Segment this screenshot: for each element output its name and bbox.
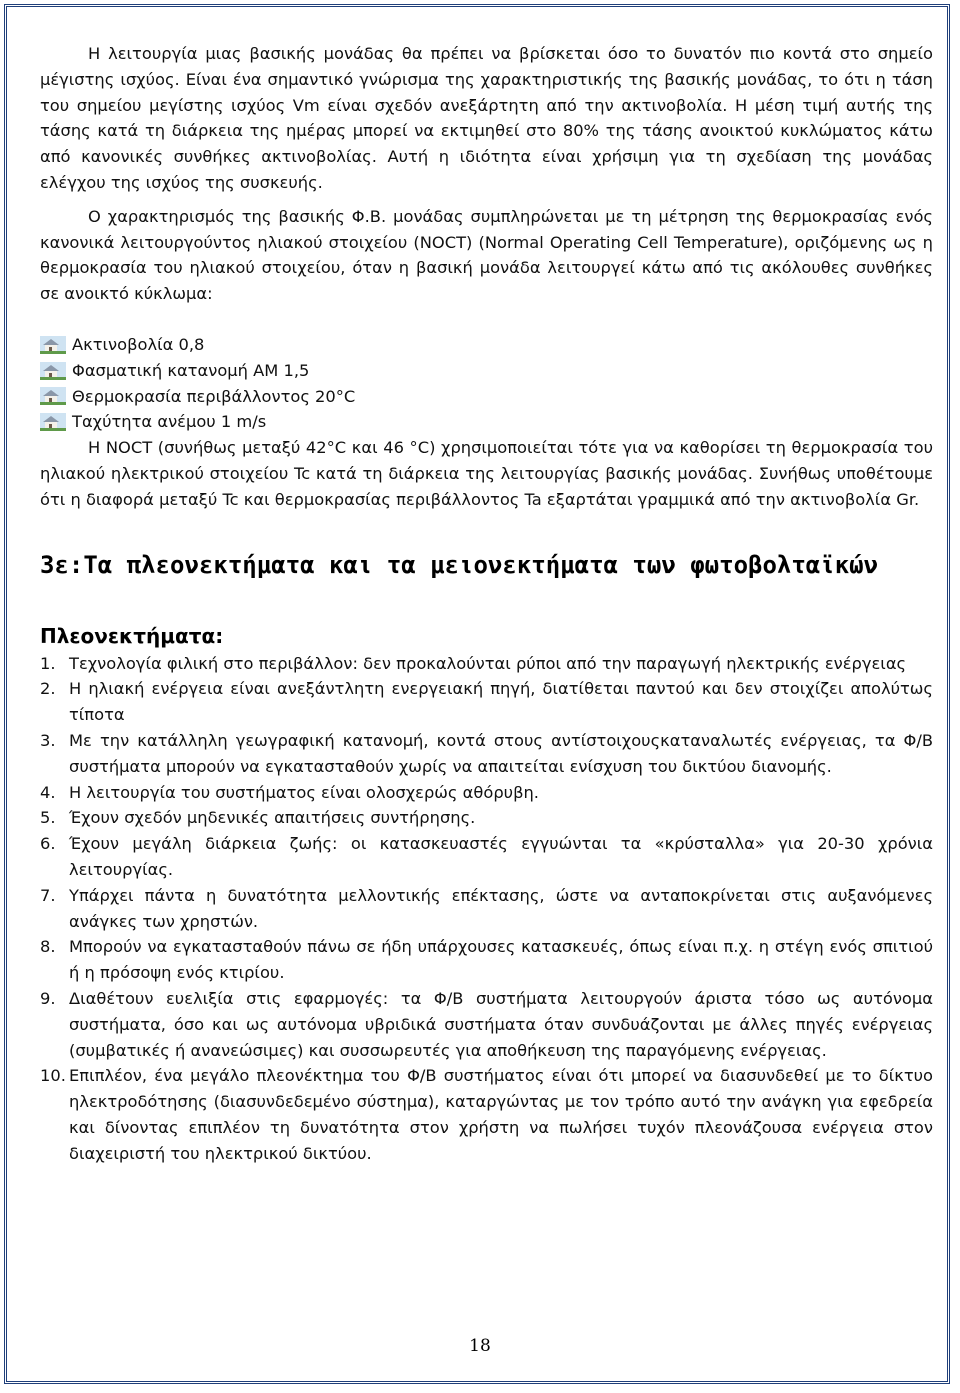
item-number: 1. — [40, 653, 56, 673]
item-text: Έχουν σχεδόν μηδενικές απαιτήσεις συντήρησης. — [69, 808, 476, 828]
item-text: Με την κατάλληλη γεωγραφική κατανομή, κοντά στους αντίστοιχουςκαταναλωτές ενέργειας, τα Φ/Β συστήματα μπορούν να εγκατασταθούν χωρίς να απαιτείται ενίσχυση του δικτύου διανομής. — [69, 730, 933, 776]
paragraph-noct-definition: Ο χαρακτηρισμός της βασικής Φ.Β. μονάδας συμπληρώνεται με τη μέτρηση της θερμοκρασίας ενός κανονικά λειτουργούντος ηλιακού στοιχείου (NOCT) (Normal Operating Cell Temperature), οριζόμενης ως η θερμοκρασία του ηλιακού στοιχείου, όταν η βασική μονάδα λειτουργεί κάτω από τις ακόλουθες συνθήκες σε ανοικτό κύκλωμα: — [40, 206, 933, 304]
advantages-heading: Πλεονεκτήματα: — [40, 623, 224, 648]
item-text: Η λειτουργία του συστήματος είναι ολοσχερώς αθόρυβη. — [69, 782, 539, 802]
list-item — [40, 883, 933, 935]
item-number: 10. — [40, 1066, 66, 1086]
document-body — [40, 41, 933, 1166]
list-item — [40, 1063, 933, 1166]
list-item — [40, 831, 933, 883]
list-item — [40, 934, 933, 986]
item-number: 4. — [40, 782, 56, 802]
list-item — [40, 728, 933, 780]
item-number: 2. — [40, 679, 56, 699]
item-text: Επιπλέον, ένα μεγάλο πλεονέκτημα του Φ/Β συστήματος είναι ότι μπορεί να διασυνδεθεί με το δίκτυο ηλεκτροδότησης (διασυνδεδεμένο σύστημα), καταργώντας με τον τρόπο αυτό την ανάγκη για εφεδρεία και δίνοντας επιπλέον τη δυνατότητα στον χρήστη να πωλήσει τυχόν πλεονάζουσα ενέργεια στον διαχειριστή του ηλεκτρικού δικτύου. — [69, 1066, 933, 1163]
list-item — [40, 384, 933, 410]
condition-label: Ακτινοβολία 0,8 — [72, 334, 205, 354]
item-number: 7. — [40, 885, 56, 905]
condition-label: Φασματική κατανομή ΑΜ 1,5 — [72, 360, 310, 380]
item-text: Η ηλιακή ενέργεια είναι ανεξάντλητη ενεργειακή πηγή, διατίθεται παντού και δεν στοιχίζει απολύτως τίποτα — [69, 679, 933, 725]
item-number: 9. — [40, 988, 56, 1008]
house-icon — [40, 362, 66, 380]
house-icon — [40, 387, 66, 405]
page-border — [4, 4, 950, 1384]
paragraph-mpp: Η λειτουργία μιας βασικής μονάδας θα πρέπει να βρίσκεται όσο το δυνατόν πιο κοντά στο σημείο μέγιστης ισχύος. Είναι ένα σημαντικό γνώρισμα της χαρακτηριστικής της βασικής μονάδας, το ότι η τάση του σημείου μεγίστης ισχύος Vm είναι σχεδόν ανεξάρτητη από την ακτινοβολία. Η μέση τιμή αυτής της τάσης κατά τη διάρκεια της ημέρας μπορεί να εκτιμηθεί στο 80% της τάσης ανοικτού κυκλώματος κάτω από κανονικές συνθήκες ακτινοβολίας. Αυτή η ιδιότητα είναι χρήσιμη για τη σχεδίαση της μονάδας ελέγχου της ισχύος της συσκευής. — [40, 44, 933, 192]
condition-label: Θερμοκρασία περιβάλλοντος 20°C — [72, 386, 356, 406]
advantages-list — [40, 651, 933, 1167]
item-text: Υπάρχει πάντα η δυνατότητα μελλοντικής επέκτασης, ώστε να ανταποκρίνεται στις αυξανόμενες ανάγκες των χρηστών. — [69, 885, 933, 931]
item-number: 5. — [40, 808, 56, 828]
conditions-list — [40, 332, 933, 435]
list-item — [40, 805, 933, 831]
house-icon — [40, 336, 66, 354]
item-number: 8. — [40, 937, 56, 957]
item-text: Μπορούν να εγκατασταθούν πάνω σε ήδη υπάρχουσες κατασκευές, όπως είναι π.χ. η στέγη ενός σπιτιού ή η πρόσοψη ενός κτιρίου. — [69, 937, 933, 983]
list-item — [40, 409, 933, 435]
section-title: 3ε:Τα πλεονεκτήματα και τα μειονεκτήματα των φωτοβολταϊκών — [40, 550, 879, 579]
item-text: Διαθέτουν ευελιξία στις εφαρμογές: τα Φ/Β συστήματα λειτουργούν άριστα τόσο ως αυτόνομα συστήματα, όσο και ως αυτόνομα υβριδικά συστήματα όταν συνδυάζονται με άλλες πηγές ενέργειας (συμβατικές ή ανανεώσιμες) και συσσωρευτές για αποθήκευση της παραγόμενης ενέργειας. — [69, 988, 933, 1060]
item-text: Έχουν μεγάλη διάρκεια ζωής: οι κατασκευαστές εγγυώνται τα «κρύσταλλα» για 20-30 χρόνια λειτουργίας. — [69, 834, 933, 879]
list-item — [40, 651, 933, 677]
house-icon — [40, 413, 66, 431]
item-number: 3. — [40, 730, 56, 750]
paragraph-noct-usage: Η NOCT (συνήθως μεταξύ 42°C και 46 °C) χρησιμοποιείται τότε για να καθορίσει τη θερμοκρασία του ηλιακού ηλεκτρικού στοιχείου Tc κατά τη διάρκεια της λειτουργίας βασικής μονάδας. Συνήθως υποθέτουμε ότι η διαφορά μεταξύ Tc και θερμοκρασίας περιβάλλοντος Ta εξαρτάται γραμμικά από την ακτινοβολία Gr. — [40, 438, 933, 509]
list-item — [40, 358, 933, 384]
item-number: 6. — [40, 834, 56, 854]
list-item — [40, 986, 933, 1063]
list-item — [40, 676, 933, 728]
condition-label: Ταχύτητα ανέμου 1 m/s — [72, 412, 267, 432]
list-item — [40, 780, 933, 806]
page-number: 18 — [469, 1336, 491, 1356]
item-text: Τεχνολογία φιλική στο περιβάλλον: δεν προκαλούνται ρύποι από την παραγωγή ηλεκτρικής ενέργειας — [69, 653, 907, 673]
list-item — [40, 332, 933, 358]
